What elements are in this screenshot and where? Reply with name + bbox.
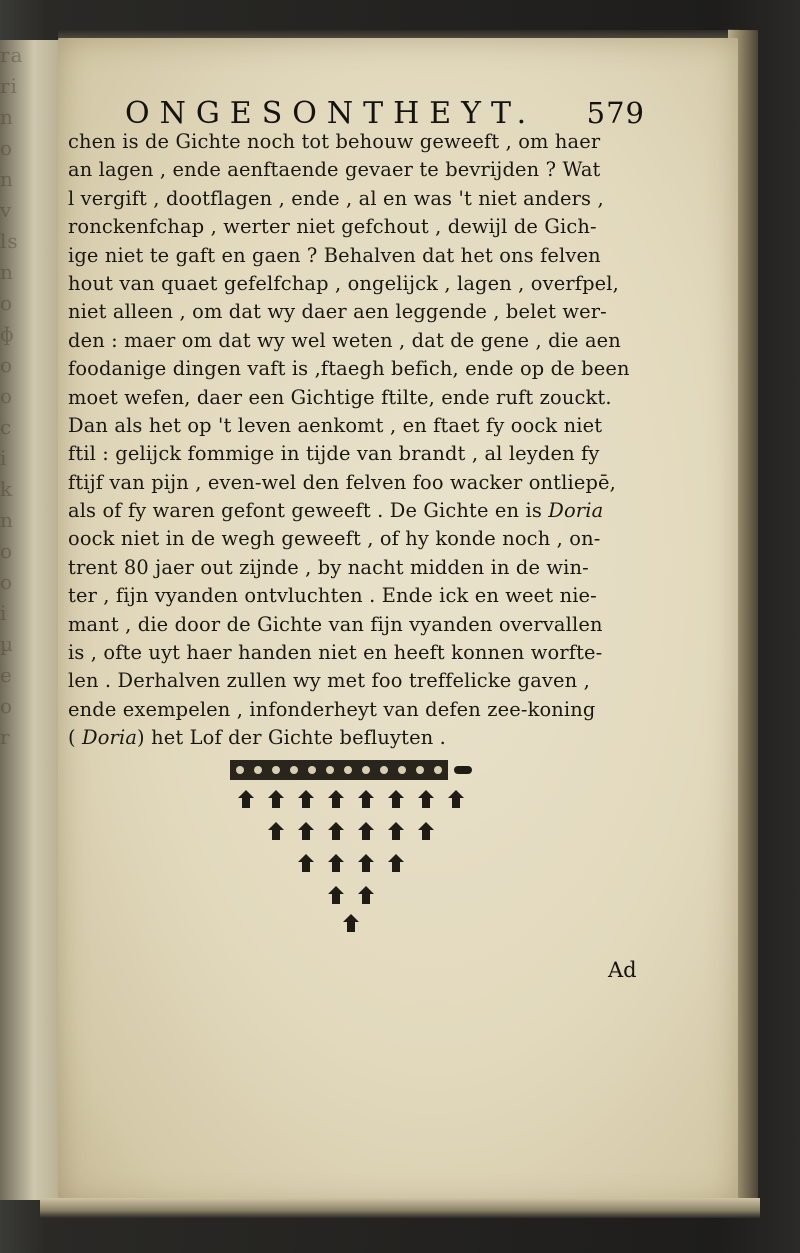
adjacent-page-fragments: ra ri n o n v ls n o ɸ o o c i k n o o i µ e o r — [0, 43, 24, 749]
text-line: ronckenfchap , werter niet gefchout , dewijl de Gich- — [68, 215, 597, 239]
fleuron-pyramid-icon — [238, 790, 464, 932]
text-line: ige niet te gaft en gaen ? Behalven dat het ons felven — [68, 243, 601, 267]
text-line: len . Derhalven zullen wy met foo treffelicke gaven , — [68, 669, 590, 693]
text-line: hout van quaet gefelfchap , ongelijck , lagen , overfpel, — [68, 271, 619, 295]
text-line: foodanige dingen vaft is ,ftaegh befich, ende op de been — [68, 357, 630, 381]
ornament-band-icon — [230, 760, 472, 780]
text-line: moet wefen, daer een Gichtige ftilte, ende ruft zouckt. — [68, 385, 612, 409]
text-line: chen is de Gichte noch tot behouw geweeft , om haer — [68, 130, 601, 153]
text-line: ftil : gelijck fommige in tijde van brandt , al leyden fy — [68, 442, 600, 466]
body-text — [68, 128, 658, 753]
printers-ornament — [230, 760, 530, 940]
text-line: ende exempelen , infonderheyt van defen zee-koning — [68, 697, 596, 721]
text-line: trent 80 jaer out zijnde , by nacht midden in de win- — [68, 555, 589, 579]
text-line: ftijf van pijn , even-wel den felven foo wacker ontliepē, — [68, 470, 616, 494]
scan-bottom-edge — [40, 1198, 760, 1218]
text-line: ter , fijn vyanden ontvluchten . Ende ick en weet nie- — [68, 584, 597, 608]
text-line: niet alleen , om dat wy daer aen leggende , belet wer- — [68, 300, 607, 324]
name-doria: Doria — [82, 726, 138, 750]
text-line: den : maer om dat wy wel weten , dat de gene , die aen — [68, 328, 621, 352]
adjacent-page-strip — [0, 40, 64, 1200]
text-line: an lagen , ende aenftaende gevaer te bevrijden ? Wat — [68, 158, 601, 182]
text-line: oock niet in de wegh geweeft , of hy konde noch , on- — [68, 527, 601, 551]
name-doria: Doria — [548, 499, 604, 523]
text-segment: ) het Lof der Gichte befluyten . — [137, 726, 446, 750]
text-segment: ( — [68, 726, 83, 750]
text-line: is , ofte uyt haer handen niet en heeft konnen worfte- — [68, 641, 603, 665]
text-line: l vergift , dootflagen , ende , al en was 't niet anders , — [68, 186, 604, 210]
text-line: Dan als het op 't leven aenkomt , en ftaet fy oock niet — [68, 413, 603, 437]
text-segment: als of fy waren gefont geweeft . De Gichte en is — [68, 499, 549, 523]
catchword: Ad — [608, 958, 637, 982]
text-line — [68, 724, 658, 752]
text-line: mant , die door de Gichte van fijn vyanden overvallen — [68, 612, 603, 636]
page-number: 579 — [586, 96, 645, 130]
text-line — [68, 497, 658, 525]
running-title: ONGESONTHEYT. — [125, 96, 537, 131]
